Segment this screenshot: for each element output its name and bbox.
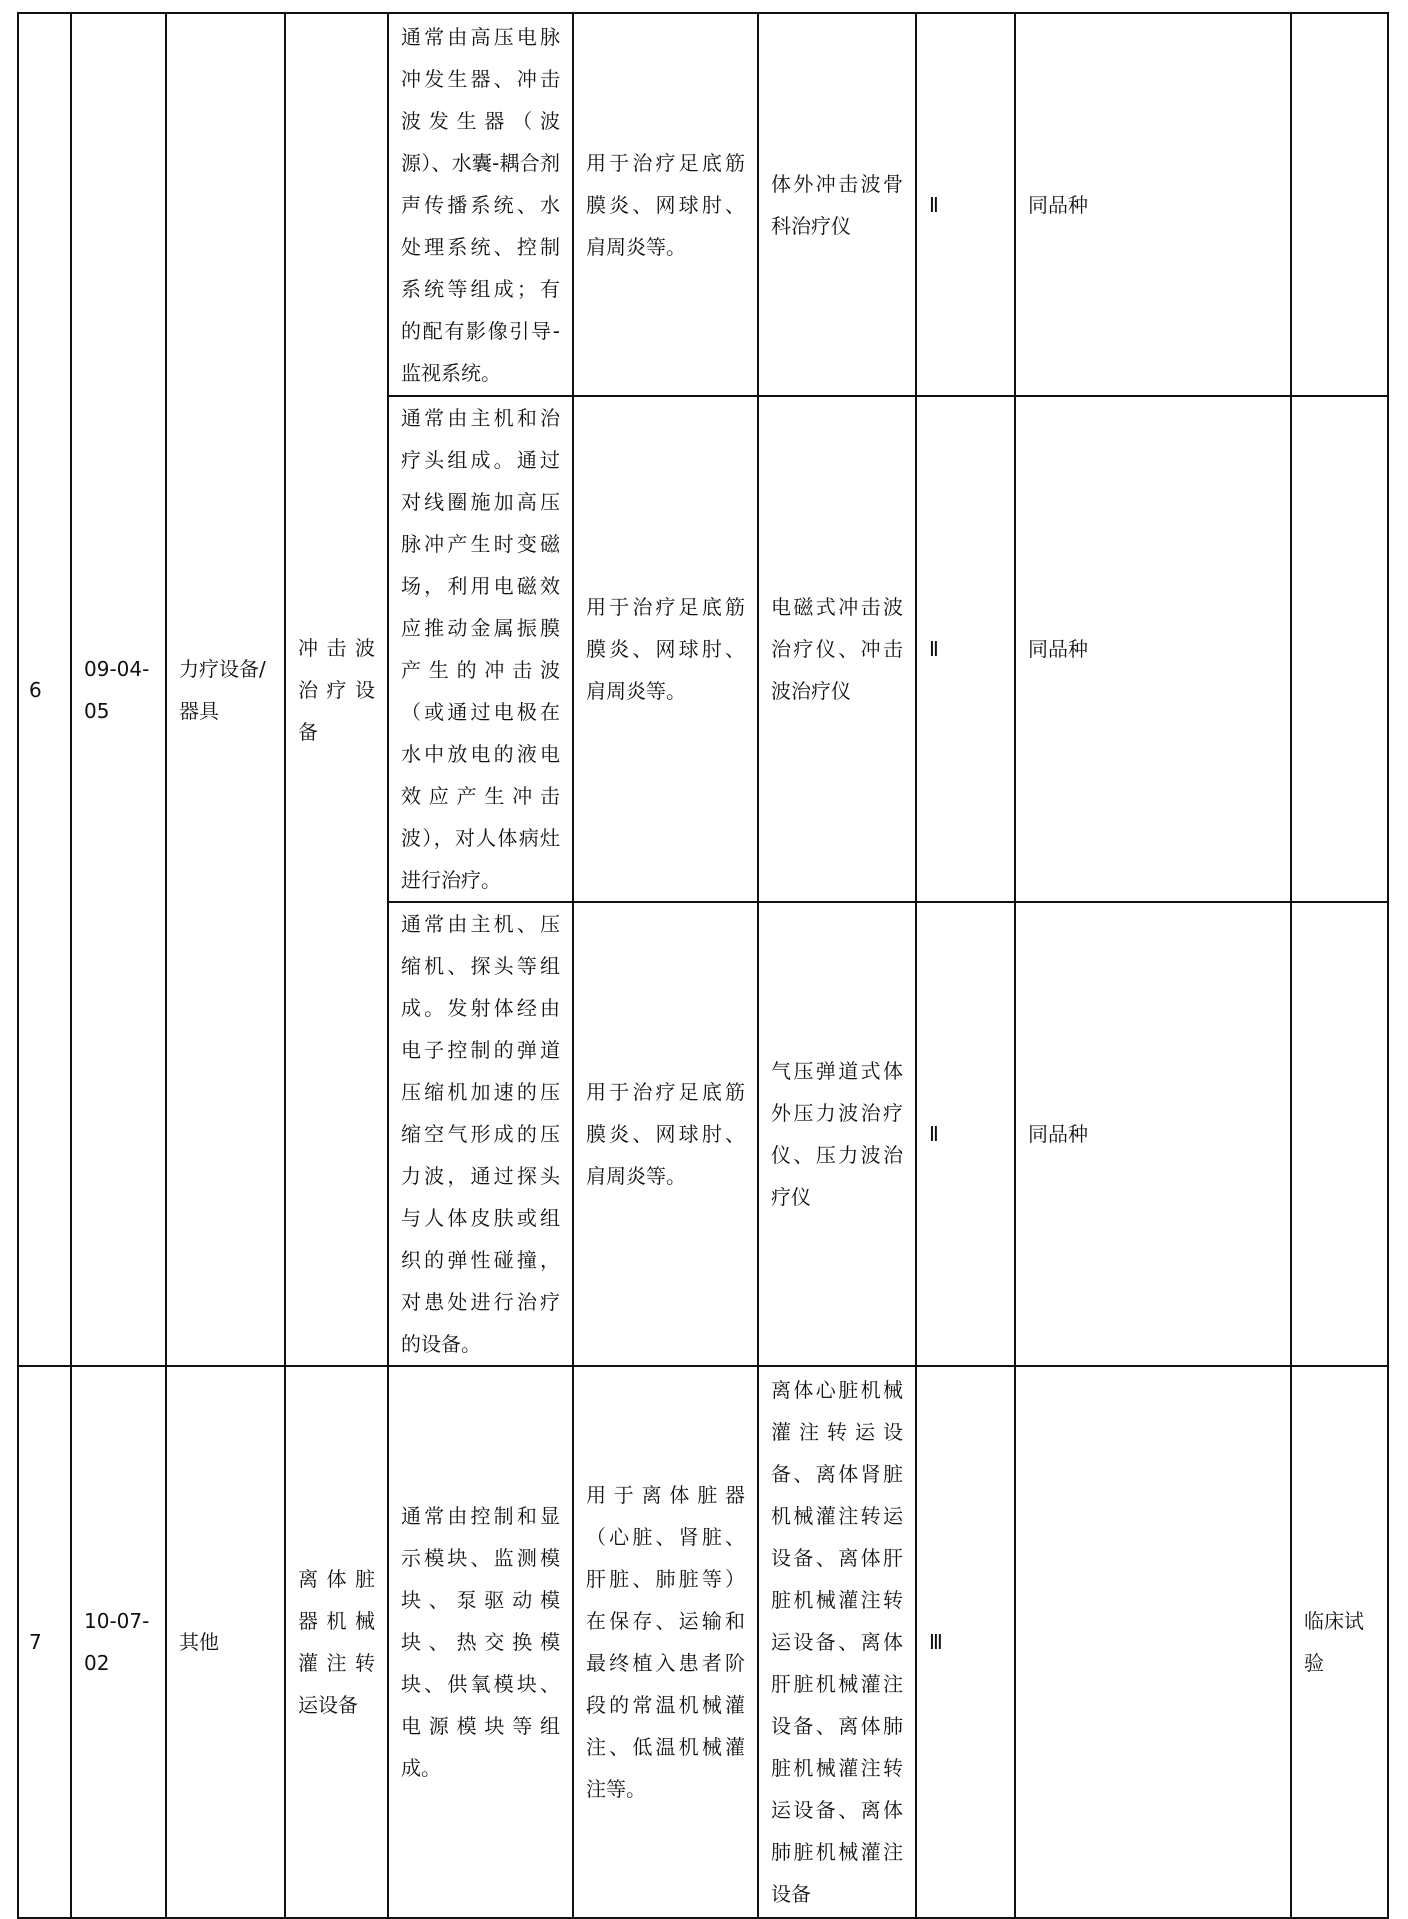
remarks: 临床试验 (1291, 1366, 1388, 1918)
product-examples: 体外冲击波骨科治疗仪 (758, 13, 916, 396)
remarks (1291, 902, 1388, 1366)
product-description: 通常由高压电脉冲发生器、冲击波发生器（波源）、水囊-耦合剂声传播系统、水处理系统、控制系统等组成；有的配有影像引导-监视系统。 (388, 13, 573, 396)
evaluation-method: 同品种 (1015, 13, 1291, 396)
row-number: 7 (18, 1366, 71, 1918)
primary-category: 力疗设备/器具 (166, 13, 285, 1366)
management-class: Ⅱ (916, 902, 1015, 1366)
table-row (18, 1366, 1388, 1918)
intended-use: 用于治疗足底筋膜炎、网球肘、肩周炎等。 (573, 13, 758, 396)
product-description: 通常由控制和显示模块、监测模块、泵驱动模块、热交换模块、供氧模块、电源模块等组成。 (388, 1366, 573, 1918)
row-number: 6 (18, 13, 71, 1366)
product-description: 通常由主机、压缩机、探头等组成。发射体经由电子控制的弹道压缩机加速的压缩空气形成的压力波，通过探头与人体皮肤或组织的弹性碰撞，对患处进行治疗的设备。 (388, 902, 573, 1366)
primary-category: 其他 (166, 1366, 285, 1918)
management-class: Ⅱ (916, 396, 1015, 902)
catalog-code: 09-04-05 (71, 13, 166, 1366)
product-examples: 离体心脏机械灌注转运设备、离体肾脏机械灌注转运设备、离体肝脏机械灌注转运设备、离体肝脏机械灌注设备、离体肺脏机械灌注转运设备、离体肺脏机械灌注设备 (758, 1366, 916, 1918)
table-row (18, 13, 1388, 396)
catalog-code: 10-07-02 (71, 1366, 166, 1918)
intended-use: 用于离体脏器（心脏、肾脏、肝脏、肺脏等）在保存、运输和最终植入患者阶段的常温机械灌注、低温机械灌注等。 (573, 1366, 758, 1918)
product-examples: 气压弹道式体外压力波治疗仪、压力波治疗仪 (758, 902, 916, 1366)
table-container (17, 12, 1389, 1919)
evaluation-method: 同品种 (1015, 902, 1291, 1366)
product-description: 通常由主机和治疗头组成。通过对线圈施加高压脉冲产生时变磁场，利用电磁效应推动金属振膜产生的冲击波（或通过电极在水中放电的液电效应产生冲击波），对人体病灶进行治疗。 (388, 396, 573, 902)
evaluation-method (1015, 1366, 1291, 1918)
product-examples: 电磁式冲击波治疗仪、冲击波治疗仪 (758, 396, 916, 902)
intended-use: 用于治疗足底筋膜炎、网球肘、肩周炎等。 (573, 396, 758, 902)
device-catalog-table (17, 12, 1389, 1919)
remarks (1291, 13, 1388, 396)
management-class: Ⅱ (916, 13, 1015, 396)
management-class: Ⅲ (916, 1366, 1015, 1918)
product-category: 冲击波治疗设备 (285, 13, 388, 1366)
intended-use: 用于治疗足底筋膜炎、网球肘、肩周炎等。 (573, 902, 758, 1366)
remarks (1291, 396, 1388, 902)
product-category: 离体脏器机械灌注转运设备 (285, 1366, 388, 1918)
evaluation-method: 同品种 (1015, 396, 1291, 902)
